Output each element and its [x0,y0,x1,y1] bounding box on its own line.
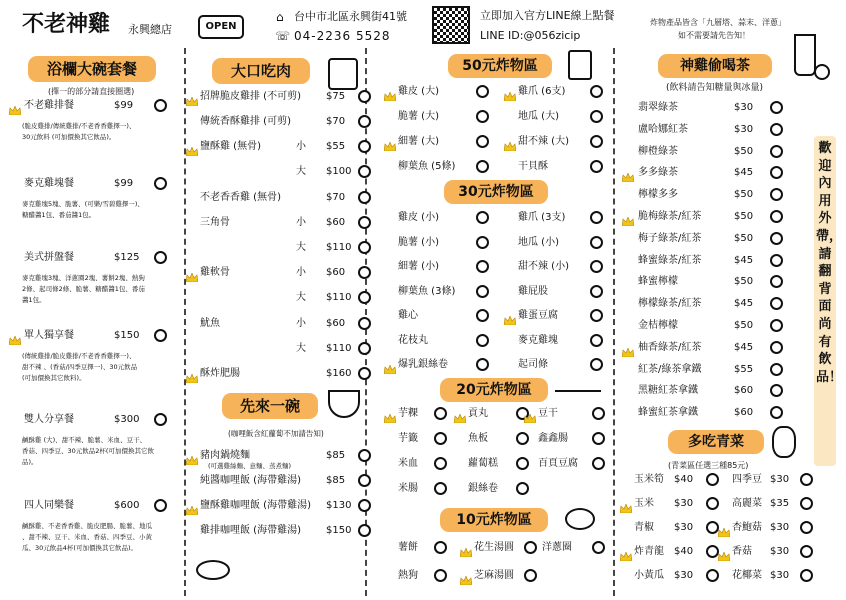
order-checkbox[interactable] [476,85,489,98]
meat-item-size: 小 [296,318,306,329]
order-checkbox[interactable] [358,191,371,204]
order-checkbox[interactable] [770,254,783,267]
order-checkbox[interactable] [154,499,167,512]
veg-name: 香菇 [732,546,752,557]
veg-name: 小黃瓜 [634,570,664,581]
set-meal-desc: 鹹酥雞 (大)、甜不辣、脆薯、米血、豆干、 [22,436,147,444]
meat-item-price: $60 [326,217,346,228]
veg-note: (青菜區任選三種85元) [668,461,749,470]
order-checkbox[interactable] [358,241,371,254]
drink-name: 梅子綠茶/紅茶 [638,232,702,244]
veg-price: $40 [674,546,694,557]
section-title-30: 30元炸物區 [444,180,548,204]
crown-icon [620,498,632,507]
meat-item-size: 小 [296,267,306,278]
order-checkbox[interactable] [524,569,537,582]
rice-item-note: (可選雞絲麵、意麵、蒸煮麵) [208,462,292,470]
order-checkbox[interactable] [434,482,447,495]
drink-name: 檸檬多多 [638,189,678,201]
order-checkbox[interactable] [358,115,371,128]
fried-item-name: 麥克雞塊 [518,334,558,346]
meat-item-size: 大 [296,166,306,177]
order-checkbox[interactable] [592,457,605,470]
set-meal-desc: 香菇、四季豆、30元飲品2杯(可加價換其它飲 [22,447,154,455]
drink-price: $60 [734,407,754,419]
order-checkbox[interactable] [706,473,719,486]
set-meal-desc: 甜不辣 、(香菇/四季豆擇一)、30元飲品 [22,363,138,371]
section-title-veg: 多吃青菜 [668,430,764,454]
fried-item-name: 百頁豆腐 [538,458,578,469]
meat-item-size: 大 [296,242,306,253]
veg-price: $30 [770,546,790,557]
rice-item-name: 雞排咖哩飯 (海帶雞湯) [200,525,301,536]
set-meal-price: $99 [114,178,134,189]
fried-item-name: 芝麻湯圓 [474,570,514,581]
set-meal-desc: 鹹酥雞、不老香香雞、脆皮肥腸、脆薯、地瓜 [22,522,152,530]
order-checkbox[interactable] [434,407,447,420]
order-checkbox[interactable] [154,413,167,426]
crown-icon [186,450,198,459]
rice-item-name: 豬肉鍋燒麵 [200,450,250,461]
order-checkbox[interactable] [154,177,167,190]
order-checkbox[interactable] [770,166,783,179]
crown-icon [622,342,634,351]
fried-item-name: 豆干 [538,408,558,419]
meat-item-name: 招牌脆皮雞排 (不可剪) [200,91,301,102]
drink-name: 檸檬綠茶/紅茶 [638,298,702,310]
crown-icon [460,570,472,579]
veg-name: 花椰菜 [732,570,762,581]
set-meal-price: $99 [114,100,134,111]
section-title-bowl: 先來一碗 [222,393,318,419]
order-checkbox[interactable] [476,236,489,249]
order-checkbox[interactable] [154,329,167,342]
order-checkbox[interactable] [358,342,371,355]
meat-item-name: 不老香香雞 (無骨) [200,192,281,203]
set-meal-desc: 麥克雞塊5塊、脆薯、(可樂/雪碧雞擇一)、 [22,200,144,208]
drink-price: $45 [734,167,754,179]
order-checkbox[interactable] [590,135,603,148]
crown-icon [186,141,198,150]
set-meal-desc: (脆皮雞排/傳統雞排/不老香香雞擇一)、 [22,122,136,130]
drink-name: 翡翠綠茶 [638,102,678,113]
meat-item-name: 酥炸肥腸 [200,368,240,379]
fried-item-name: 洋蔥圈 [542,542,572,553]
order-checkbox[interactable] [770,210,783,223]
order-checkbox[interactable] [358,90,371,103]
meat-item-price: $160 [326,368,352,379]
crown-icon [504,86,516,95]
crown-icon [384,86,396,95]
set-meal-desc: (可加價換其它飲料)。 [22,374,86,382]
fried-item-name: 魚板 [468,433,488,444]
order-checkbox[interactable] [516,457,529,470]
fried-item-name: 熱狗 [398,570,418,581]
meat-item-price: $100 [326,166,352,177]
order-checkbox[interactable] [770,363,783,376]
veg-price: $30 [770,570,790,581]
drink-name: 多多綠茶 [638,167,678,179]
drink-name: 蜂蜜檸檬 [638,276,678,288]
notice-line-1: 炸物產品皆含「九層塔、蒜末、洋蔥」 [650,18,786,27]
drink-price: $50 [734,189,754,201]
address: 台中市北區永興街41號 [294,10,407,23]
set-meal-name: 四人同樂餐 [24,500,74,511]
set-meal-name: 單人獨享餐 [24,330,74,341]
set-meal-subtitle: (擇一的部分請直接圈選) [48,87,135,96]
meat-item-size: 小 [296,141,306,152]
drink-name: 蜂蜜紅茶拿鐵 [638,407,698,419]
fried-item-name: 甜不辣 (大) [518,136,569,147]
veg-price: $35 [770,498,790,509]
home-icon: ⌂ [276,10,284,24]
order-checkbox[interactable] [358,524,371,537]
order-checkbox[interactable] [358,291,371,304]
meat-item-price: $75 [326,91,346,102]
order-checkbox[interactable] [476,334,489,347]
line-join: 立即加入官方LINE線上點餐 [480,9,615,22]
noodle-bowl-icon [328,390,360,418]
curry-note: (咖哩飯含紅蘿蔔不加請告知) [228,429,324,438]
fried-item-name: 芋籤 [398,433,418,444]
fried-item-name: 脆薯 (大) [398,111,439,122]
phone: 04-2236 5528 [294,29,391,43]
order-checkbox[interactable] [706,497,719,510]
order-checkbox[interactable] [476,110,489,123]
fried-item-name: 地瓜 (小) [518,236,559,248]
order-checkbox[interactable] [476,285,489,298]
order-checkbox[interactable] [770,406,783,419]
meat-item-price: $55 [326,141,346,152]
rice-item-price: $85 [326,475,346,486]
order-checkbox[interactable] [358,317,371,330]
order-checkbox[interactable] [358,165,371,178]
order-checkbox[interactable] [770,232,783,245]
drink-price: $60 [734,385,754,397]
veg-name: 炸青龍 [634,546,664,557]
order-checkbox[interactable] [706,569,719,582]
drink-name: 蜂蜜綠茶/紅茶 [638,254,702,266]
onion-ring-icon [565,508,595,530]
order-checkbox[interactable] [800,473,813,486]
order-checkbox[interactable] [434,569,447,582]
rice-item-price: $150 [326,525,352,536]
set-meal-desc: 30元飲料 (可加價換其它飲品)。 [22,133,116,141]
order-checkbox[interactable] [476,160,489,173]
set-meal-name: 不老雞排餐 [24,100,74,111]
line-id: LINE ID:@056zicip [480,29,581,42]
meat-item-name: 三角骨 [200,217,230,228]
set-meal-name: 雙人分享餐 [24,414,74,425]
order-checkbox[interactable] [476,135,489,148]
meat-item-price: $110 [326,242,352,253]
fried-item-name: 柳葉魚 (3條) [398,285,456,297]
order-checkbox[interactable] [770,297,783,310]
set-meal-price: $125 [114,252,140,263]
skewer-icon [555,380,601,392]
order-checkbox[interactable] [592,407,605,420]
fried-item-name: 雞皮 (小) [398,212,439,223]
set-meal-name: 美式拼盤餐 [24,252,74,263]
fried-item-name: 雞爪 (6支) [518,86,566,97]
order-checkbox[interactable] [770,123,783,136]
rice-item-name: 鹽酥雞咖哩飯 (海帶雞湯) [200,500,311,511]
branch-name: 永興總店 [128,23,172,36]
drink-price: $30 [734,123,754,135]
set-meal-desc: 麥克雞塊3塊、洋蔥圈2塊、薯餅2塊、熱狗 [22,274,145,282]
section-title-10: 10元炸物區 [440,508,548,532]
order-checkbox[interactable] [590,110,603,123]
drink-name: 盧哈娜紅茶 [638,123,688,135]
rice-item-name: 純醬咖哩飯 (海帶雞湯) [200,475,301,486]
order-checkbox[interactable] [358,449,371,462]
drink-price: $45 [734,341,754,353]
crown-icon [718,546,730,555]
drink-price: $50 [734,211,754,222]
fried-item-name: 甜不辣 (小) [518,261,569,272]
crown-icon [504,310,516,319]
fried-item-name: 鑫鑫腸 [538,433,568,444]
fried-item-name: 薯餅 [398,542,418,553]
order-checkbox[interactable] [476,211,489,224]
fried-item-name: 花生湯圓 [474,542,514,553]
fried-item-name: 銀絲卷 [468,483,498,494]
drink-name: 柳橙綠茶 [638,145,678,157]
meat-item-price: $70 [326,116,346,127]
order-checkbox[interactable] [590,211,603,224]
set-meal-desc: 瓜、30元飲品4杯(可加價換其它飲品)。 [22,544,137,552]
set-meal-desc: 糖醋醬1包、番茄醬1包。 [22,211,96,219]
order-checkbox[interactable] [434,432,447,445]
meat-item-size: 小 [296,217,306,228]
fried-item-name: 雞屁股 [518,285,548,297]
order-checkbox[interactable] [434,541,447,554]
rice-item-price: $85 [326,450,346,461]
order-checkbox[interactable] [476,309,489,322]
fried-item-name: 地瓜 (大) [518,111,559,122]
section-title-meat: 大口吃肉 [212,58,310,84]
fried-item-name: 起司條 [518,359,548,370]
fried-item-name: 花枝丸 [398,334,428,346]
order-checkbox[interactable] [434,457,447,470]
fried-item-name: 米腸 [398,483,418,494]
drink-name: 金桔檸檬 [638,320,678,331]
fried-item-name: 細薯 (大) [398,136,439,147]
lemon-icon [814,64,830,80]
order-checkbox[interactable] [358,499,371,512]
order-checkbox[interactable] [592,541,605,554]
order-checkbox[interactable] [590,309,603,322]
crown-icon [620,546,632,555]
crown-icon [186,500,198,509]
meat-item-price: $70 [326,192,346,203]
order-checkbox[interactable] [800,545,813,558]
crown-icon [9,330,21,339]
order-checkbox[interactable] [524,541,537,554]
crown-icon [622,211,634,220]
crown-icon [186,267,198,276]
crown-icon [384,136,396,145]
brand-name: 不老神雞 [22,12,111,37]
order-checkbox[interactable] [516,432,529,445]
section-title-20: 20元炸物區 [440,378,548,402]
fried-item-name: 脆薯 (小) [398,236,439,248]
set-meal-price: $150 [114,330,140,341]
fried-item-name: 柳葉魚 (5條) [398,161,456,172]
order-checkbox[interactable] [770,188,783,201]
section-title-50: 50元炸物區 [448,54,552,78]
meat-item-size: 大 [296,292,306,303]
phone-icon: ☏ [275,29,291,43]
set-meal-desc: 、甜不辣、豆干、米血、香菇、四季豆、小黃 [22,533,152,541]
veg-name: 玉米筍 [634,474,664,485]
notice-line-2: 如不需要請先告知！ [678,31,750,40]
drink-name: 紅茶/綠茶拿鐵 [638,363,702,375]
veg-price: $30 [674,570,694,581]
order-checkbox[interactable] [358,266,371,279]
corn-icon [772,426,796,458]
order-checkbox[interactable] [800,569,813,582]
crown-icon [622,167,634,176]
meat-item-name: 魷魚 [200,318,220,329]
order-checkbox[interactable] [590,334,603,347]
set-meal-desc: (傳統雞排/脆皮雞排/不老香香雞擇一)、 [22,352,136,360]
order-checkbox[interactable] [770,145,783,158]
veg-price: $30 [770,474,790,485]
fried-item-name: 蘿蔔糕 [468,458,498,469]
meat-item-name: 傳統香酥雞排 (可剪) [200,116,291,127]
drink-price: $45 [734,298,754,310]
order-checkbox[interactable] [590,85,603,98]
divider [613,48,615,596]
drink-name: 脆梅綠茶/紅茶 [638,211,702,222]
crown-icon [454,408,466,417]
order-checkbox[interactable] [358,216,371,229]
veg-name: 高麗菜 [732,498,762,509]
fried-item-name: 雞皮 (大) [398,86,439,97]
veg-price: $40 [674,474,694,485]
fried-item-name: 米血 [398,458,418,469]
crown-icon [186,91,198,100]
veg-price: $30 [674,522,694,533]
fried-item-name: 爆乳銀絲卷 [398,359,448,370]
order-checkbox[interactable] [590,236,603,249]
crown-icon [524,408,536,417]
tea-subtitle: (飲料請告知糖量與冰量) [666,83,764,93]
order-checkbox[interactable] [770,101,783,114]
crown-icon [718,522,730,531]
crown-icon [504,136,516,145]
order-checkbox[interactable] [590,260,603,273]
meat-item-name: 雞軟骨 [200,267,230,278]
crown-icon [186,368,198,377]
drink-price: $50 [734,320,754,331]
drink-name: 黑糖紅茶拿鐵 [638,385,698,397]
fried-item-name: 干貝酥 [518,161,548,172]
drink-price: $55 [734,363,754,375]
order-checkbox[interactable] [592,432,605,445]
crown-icon [9,100,21,109]
open-sign-icon: OPEN [198,15,244,39]
fried-item-name: 細薯 (小) [398,261,439,272]
order-checkbox[interactable] [590,358,603,371]
meat-item-size: 大 [296,343,306,354]
drink-cup-icon [794,34,816,76]
meat-item-name: 鹽酥雞 (無骨) [200,141,261,152]
crown-icon [460,542,472,551]
drink-price: $30 [734,102,754,113]
set-meal-price: $300 [114,414,140,425]
order-checkbox[interactable] [590,160,603,173]
drink-price: $50 [734,276,754,288]
veg-name: 四季豆 [732,474,762,485]
meat-item-price: $110 [326,292,352,303]
set-meal-name: 麥克雞塊餐 [24,178,74,189]
order-checkbox[interactable] [800,521,813,534]
rice-plate-icon [196,560,230,580]
drink-name: 柚香綠茶/紅茶 [638,341,702,353]
meat-item-price: $60 [326,318,346,329]
order-checkbox[interactable] [358,140,371,153]
order-checkbox[interactable] [154,99,167,112]
order-checkbox[interactable] [800,497,813,510]
order-checkbox[interactable] [476,358,489,371]
set-meal-desc: 醬1包。 [22,296,46,304]
order-checkbox[interactable] [154,251,167,264]
veg-price: $30 [674,498,694,509]
veg-name: 杏鮑菇 [732,522,762,533]
section-title-tea: 神雞偷喝茶 [658,54,772,78]
set-meal-desc: 2條、起司條2條、脆薯、糖醋醬1包、番茄 [22,285,145,293]
crown-icon [384,408,396,417]
drink-price: $50 [734,145,754,157]
drink-price: $50 [734,232,754,244]
set-meal-price: $600 [114,500,140,511]
fried-item-name: 雞心 [398,310,418,321]
veg-name: 青椒 [634,522,654,533]
fried-item-name: 芋粿 [398,408,418,419]
order-checkbox[interactable] [358,474,371,487]
order-checkbox[interactable] [476,260,489,273]
side-banner-text: 歡迎內用外帶，請翻背面尚有飲品！ [816,141,843,385]
fried-item-name: 雞爪 (3支) [518,212,566,223]
veg-name: 玉米 [634,498,654,509]
order-checkbox[interactable] [770,341,783,354]
veg-price: $30 [770,522,790,533]
order-checkbox[interactable] [358,367,371,380]
qr-code-icon[interactable] [432,6,470,44]
fried-item-name: 雞蛋豆腐 [518,310,558,321]
meat-item-price: $60 [326,267,346,278]
order-checkbox[interactable] [770,319,783,332]
order-checkbox[interactable] [590,285,603,298]
drink-price: $45 [734,254,754,266]
rice-item-price: $130 [326,500,352,511]
section-title-set-meals: 浴欄大碗套餐 [28,56,156,82]
set-meal-desc: 品)。 [22,458,38,466]
chicken-bag-icon [328,58,358,90]
order-checkbox[interactable] [516,482,529,495]
fries-icon [568,50,592,80]
fried-item-name: 貢丸 [468,408,488,419]
order-checkbox[interactable] [770,275,783,288]
order-checkbox[interactable] [770,384,783,397]
meat-item-price: $110 [326,343,352,354]
crown-icon [384,359,396,368]
